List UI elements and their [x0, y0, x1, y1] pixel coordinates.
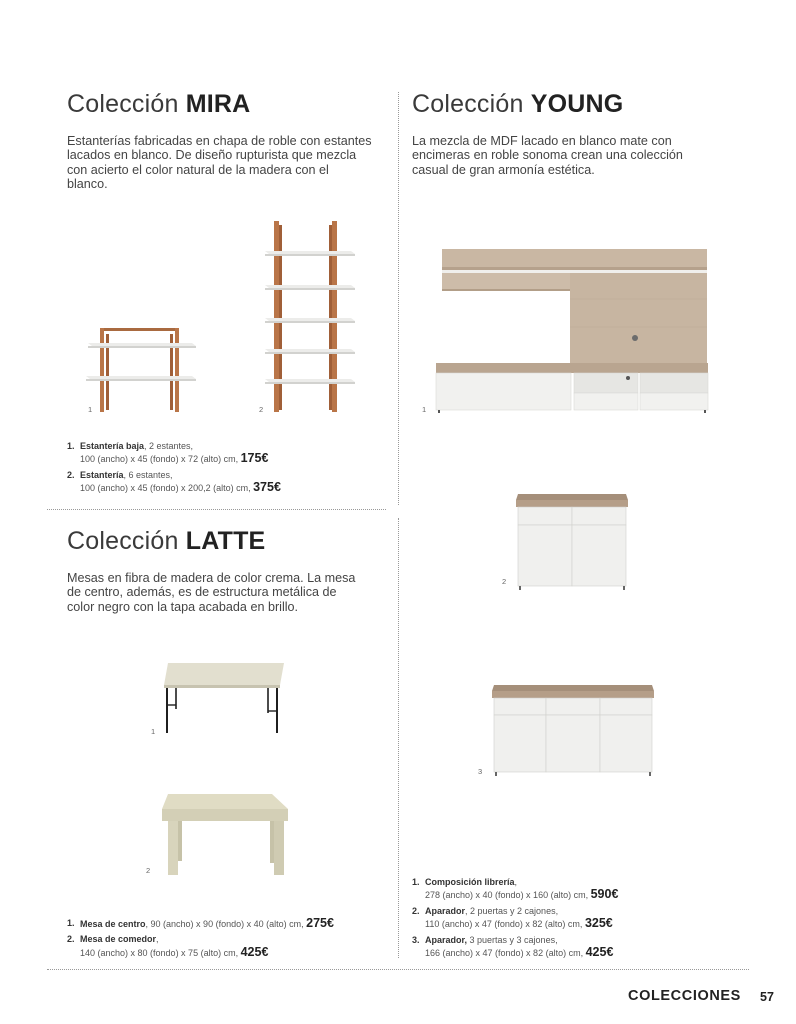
- latte-fig-2-label: 2: [146, 866, 151, 875]
- latte-dining-table-image: [154, 791, 294, 877]
- young-item-2-price: 325€: [584, 916, 613, 931]
- latte-item-2: 2. Mesa de comedor, 140 (ancho) x 80 (fondo) x 75 (alto) cm, 425€: [67, 934, 269, 959]
- mira-fig-1-label: 1: [88, 405, 93, 414]
- young-item-list: [412, 876, 752, 962]
- young-composition-image: [434, 249, 710, 413]
- young-title: Colección YOUNG: [412, 90, 624, 118]
- young-item-3-price: 425€: [585, 945, 614, 960]
- latte-item-2-price: 425€: [240, 944, 269, 959]
- young-item-2: 2. Aparador, 2 puertas y 2 cajones, 110 (ancho) x 47 (fondo) x 82 (alto) cm, 325€: [412, 905, 613, 931]
- young-description: La mezcla de MDF lacado en blanco mate con encimeras en roble sonoma crean una colección casual de gran armonía estética.: [412, 134, 683, 177]
- footer-section-label: COLECCIONES: [628, 988, 741, 1004]
- latte-item-list: [67, 917, 392, 962]
- mira-description: Estanterías fabricadas en chapa de roble con estantes lacados en blanco. De diseño rupturista que mezcla con acierto el color natural de la madera con el blanco.: [67, 134, 372, 192]
- latte-coffee-table-image: [160, 661, 288, 735]
- latte-title: Colección LATTE: [67, 527, 266, 555]
- young-fig-1-label: 1: [422, 405, 427, 414]
- mira-item-2: 2. Estantería, 6 estantes, 100 (ancho) x 45 (fondo) x 200,2 (alto) cm, 375€: [67, 469, 281, 495]
- latte-fig-1-label: 1: [151, 727, 156, 736]
- vertical-divider-top: [398, 92, 399, 505]
- mira-title: Colección MIRA: [67, 90, 251, 118]
- mira-fig-2-label: 2: [259, 405, 264, 414]
- mira-item-1-price: 175€: [240, 451, 269, 466]
- young-item-1-price: 590€: [590, 887, 619, 902]
- page-number: 57: [760, 990, 774, 1004]
- latte-item-1-price: 275€: [306, 916, 334, 930]
- vertical-divider-bottom: [398, 518, 399, 958]
- young-item-3: 3. Aparador, 3 puertas y 3 cajones, 166 (ancho) x 47 (fondo) x 82 (alto) cm, 425€: [412, 934, 614, 960]
- young-fig-3-label: 3: [478, 767, 483, 776]
- mira-item-2-price: 375€: [253, 480, 281, 495]
- mira-item-1: 1. Estantería baja, 2 estantes, 100 (ancho) x 45 (fondo) x 72 (alto) cm, 175€: [67, 441, 269, 466]
- horizontal-divider-bottom: [47, 969, 749, 970]
- latte-item-1: 1. Mesa de centro, 90 (ancho) x 90 (fondo) x 40 (alto) cm, 275€: [67, 916, 334, 930]
- mira-tall-shelf-image: [259, 219, 359, 414]
- latte-description: Mesas en fibra de madera de color crema. La mesa de centro, además, es de estructura metálica de color negro con la tapa acabada en brillo.: [67, 571, 356, 614]
- mira-low-shelf-image: [82, 326, 198, 414]
- young-sideboard-2-image: [514, 494, 630, 590]
- mira-item-list: [67, 440, 387, 498]
- young-item-1: 1. Composición librería, 278 (ancho) x 40 (fondo) x 160 (alto) cm, 590€: [412, 877, 619, 902]
- young-sideboard-3-image: [490, 685, 656, 777]
- horizontal-divider-left: [47, 509, 386, 510]
- young-fig-2-label: 2: [502, 577, 507, 586]
